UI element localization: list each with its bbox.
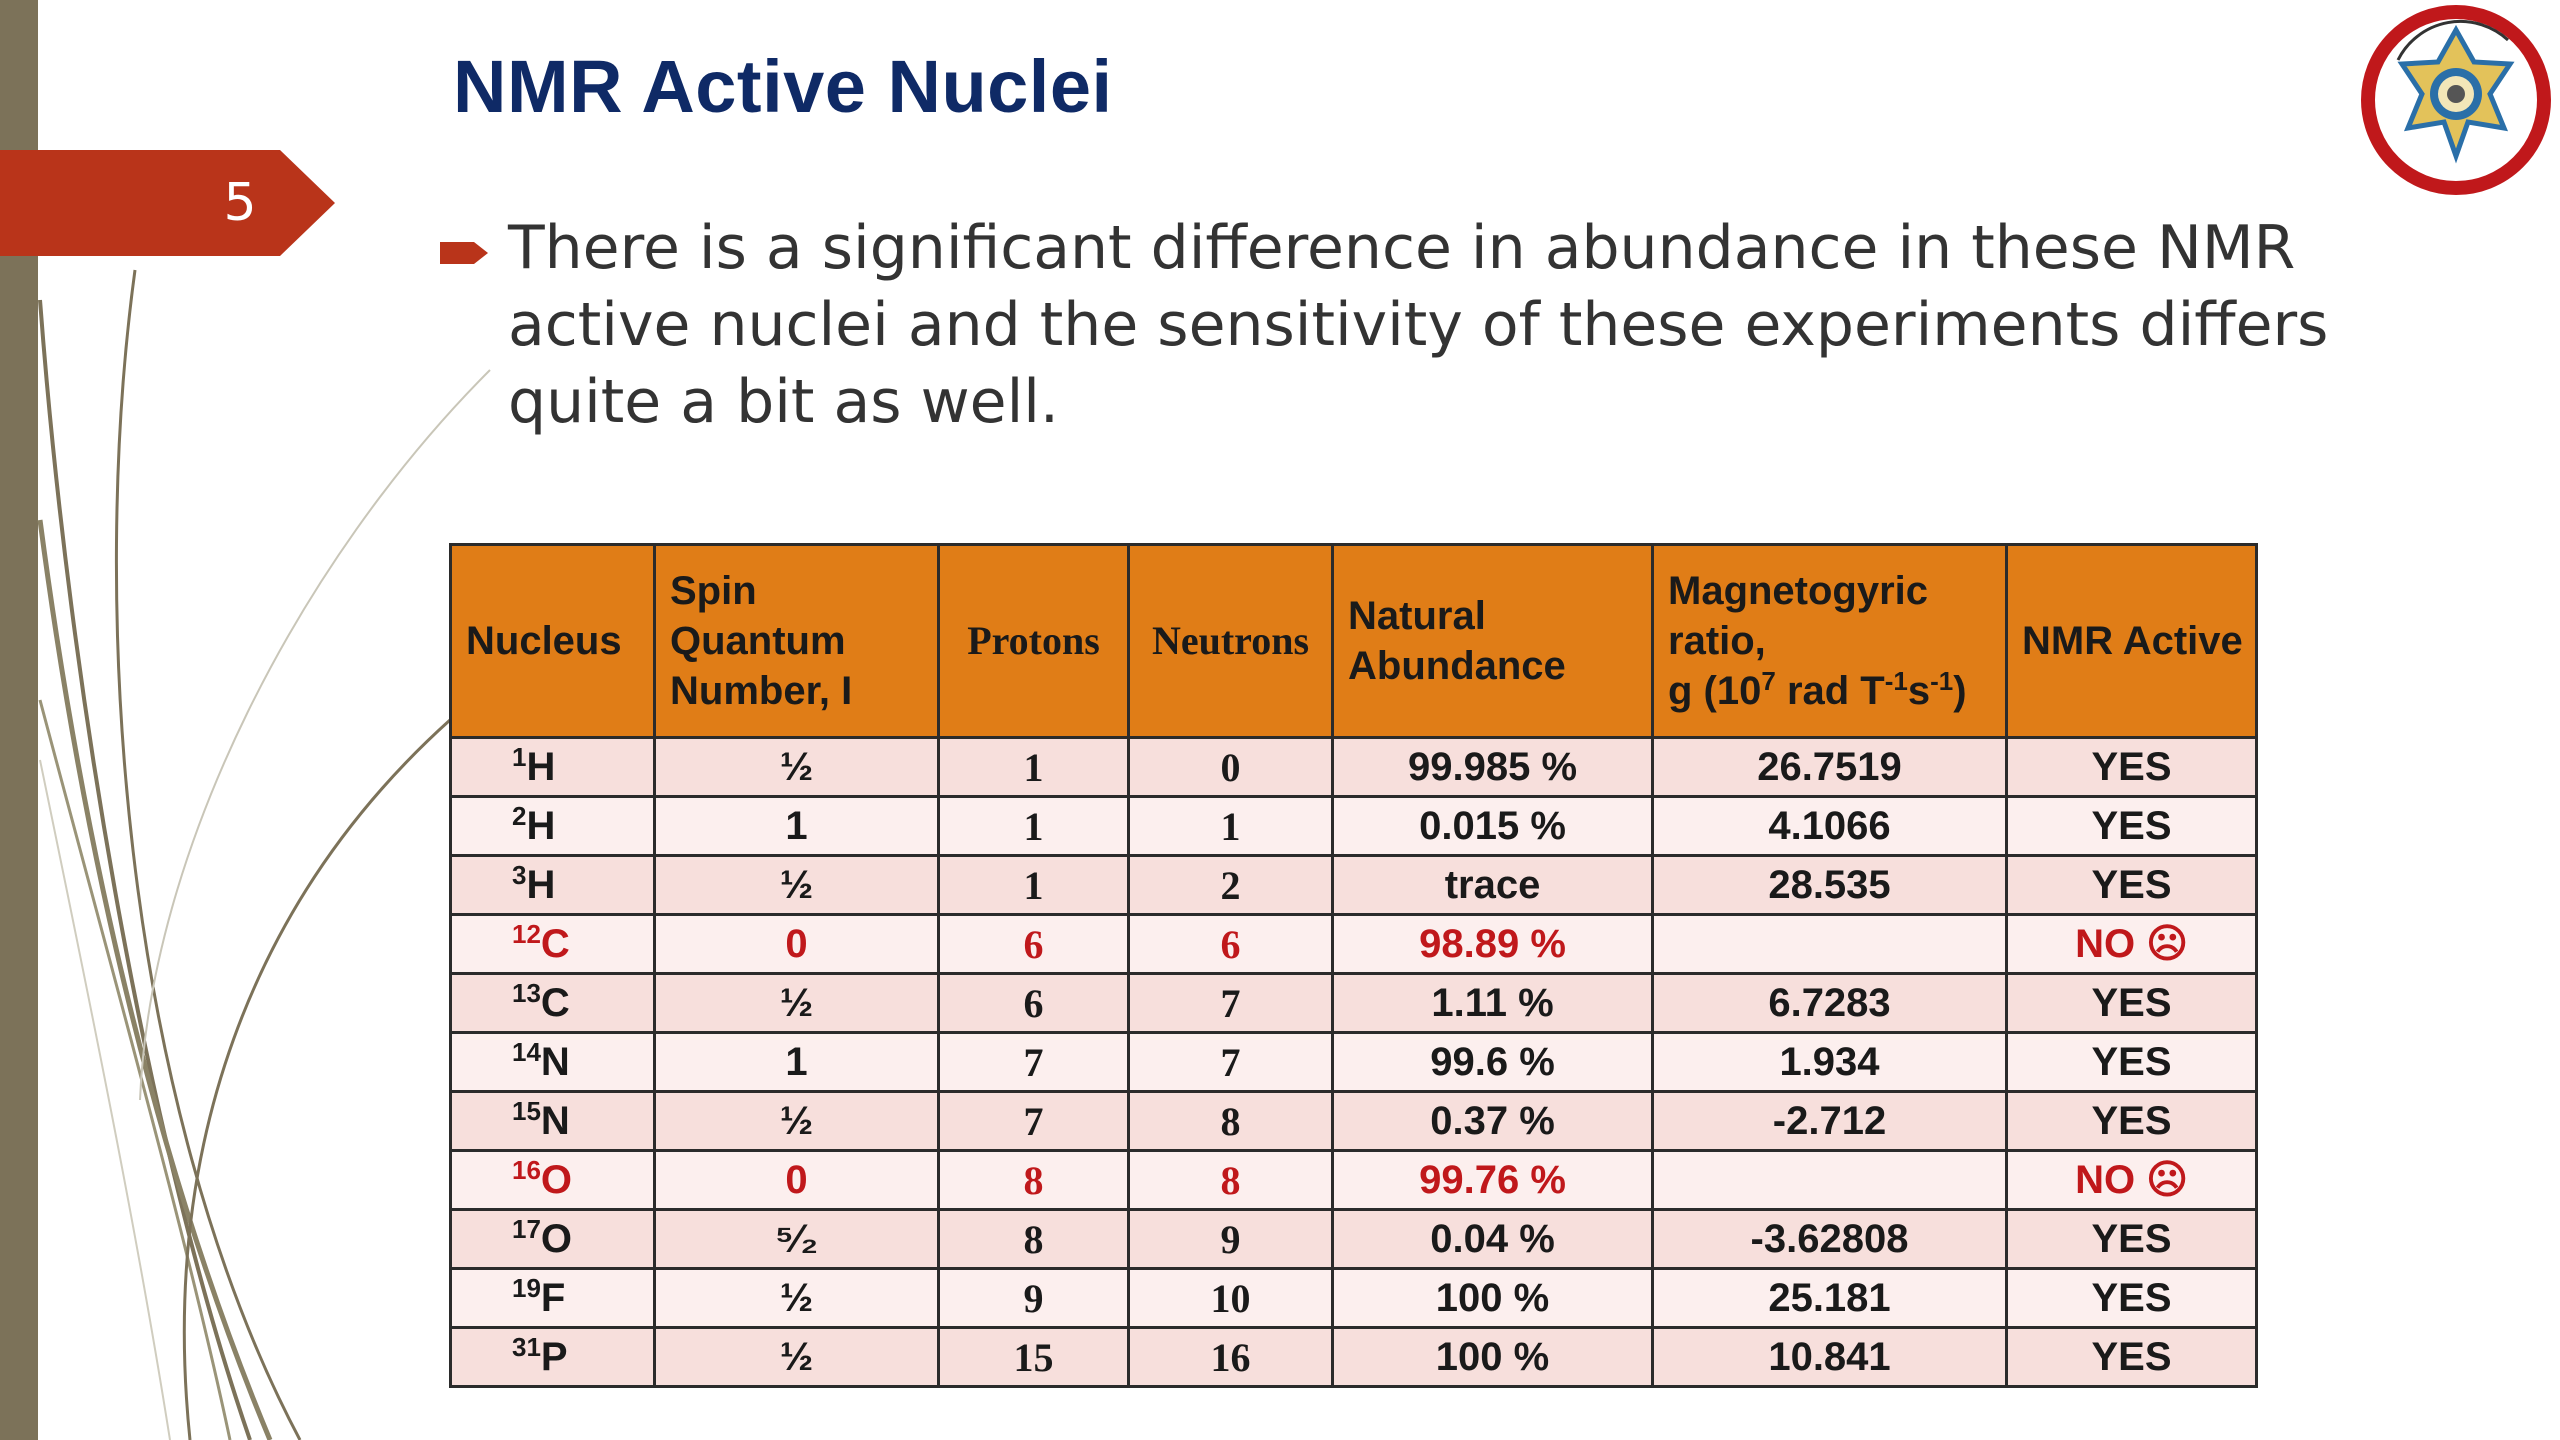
slide-title: NMR Active Nuclei [453,45,1113,128]
header-spin: Spin Quantum Number, I [655,545,939,738]
header-protons: Protons [939,545,1129,738]
cell-nucleus [451,1210,655,1269]
cell-element: H [526,744,556,789]
header-nucleus: Nucleus [451,545,655,738]
cell-abundance: 100 % [1333,1269,1653,1328]
cell-ratio [1653,1151,2007,1210]
cell-mass-number: 12 [512,918,541,949]
cell-neutrons: 16 [1129,1328,1333,1387]
cell-abundance: 1.11 % [1333,974,1653,1033]
cell-nucleus [451,974,655,1033]
cell-element: H [526,862,556,907]
cell-element: P [540,1334,568,1379]
cell-protons: 6 [939,974,1129,1033]
cell-mass-number: 15 [512,1095,541,1126]
cell-neutrons: 1 [1129,797,1333,856]
cell-element: N [540,1098,570,1143]
cell-protons: 1 [939,738,1129,797]
cell-element: H [526,803,556,848]
cell-spin: ½ [655,974,939,1033]
cell-ratio: -3.62808 [1653,1210,2007,1269]
cell-protons: 6 [939,915,1129,974]
cell-nucleus [451,856,655,915]
cell-ratio: 10.841 [1653,1328,2007,1387]
cell-neutrons: 10 [1129,1269,1333,1328]
header-ratio [1653,545,2007,738]
cell-mass-number: 3 [512,859,527,890]
cell-element: O [540,1216,573,1261]
header-ratio-mid: rad T [1775,669,1885,713]
cell-nmr-active: NO ☹ [2007,915,2257,974]
cell-nmr-active: YES [2007,738,2257,797]
cell-mass-number: 17 [512,1213,541,1244]
cell-protons: 8 [939,1210,1129,1269]
table-row [451,1092,2257,1151]
slide-number: 5 [223,173,257,233]
cell-spin: ½ [655,738,939,797]
cell-abundance: 99.76 % [1333,1151,1653,1210]
cell-nucleus [451,1033,655,1092]
cell-nmr-active: YES [2007,1210,2257,1269]
cell-nucleus [451,915,655,974]
cell-mass-number: 1 [512,741,527,772]
cell-nmr-active: YES [2007,974,2257,1033]
cell-protons: 7 [939,1033,1129,1092]
nmr-nuclei-table [449,543,2258,1388]
header-ratio-exp1: 7 [1761,666,1776,696]
table-row [451,1328,2257,1387]
header-ratio-suffix: ) [1953,669,1967,713]
table-row [451,1151,2257,1210]
cell-protons: 9 [939,1269,1129,1328]
bullet-text: There is a significant difference in abundance in these NMR active nuclei and the sensitivity of these experiments differs quite a bit as well. [508,213,2329,437]
cell-nmr-active: NO ☹ [2007,1151,2257,1210]
arrow-bullet-icon [440,238,490,268]
cell-spin: ½ [655,1269,939,1328]
header-ratio-prefix: g (10 [1668,669,1762,713]
header-ratio-exp3: -1 [1930,666,1954,696]
cell-spin: ½ [655,856,939,915]
cell-element: C [540,921,570,966]
cell-neutrons: 8 [1129,1151,1333,1210]
cell-spin: 0 [655,915,939,974]
cell-ratio: 1.934 [1653,1033,2007,1092]
cell-abundance: 0.37 % [1333,1092,1653,1151]
table-row [451,856,2257,915]
cell-neutrons: 2 [1129,856,1333,915]
cell-neutrons: 9 [1129,1210,1333,1269]
cell-ratio: 6.7283 [1653,974,2007,1033]
cell-nmr-active: YES [2007,856,2257,915]
table-row [451,797,2257,856]
cell-abundance: trace [1333,856,1653,915]
slide-number-tab [0,150,335,256]
cell-ratio: -2.712 [1653,1092,2007,1151]
cell-neutrons: 0 [1129,738,1333,797]
cell-abundance: 0.04 % [1333,1210,1653,1269]
cell-nucleus [451,1151,655,1210]
table-row [451,1269,2257,1328]
cell-abundance: 99.6 % [1333,1033,1653,1092]
cell-protons: 15 [939,1328,1129,1387]
cell-ratio: 28.535 [1653,856,2007,915]
cell-spin: 1 [655,797,939,856]
table-header-row [451,545,2257,738]
table-row [451,974,2257,1033]
cell-nmr-active: YES [2007,797,2257,856]
header-active: NMR Active [2007,545,2257,738]
header-ratio-exp2: -1 [1884,666,1908,696]
cell-nucleus [451,1269,655,1328]
cell-abundance: 0.015 % [1333,797,1653,856]
header-ratio-s: s [1907,669,1931,713]
table-row [451,915,2257,974]
cell-mass-number: 2 [512,800,527,831]
cell-nmr-active: YES [2007,1033,2257,1092]
cell-spin: 0 [655,1151,939,1210]
header-neutrons: Neutrons [1129,545,1333,738]
cell-element: C [540,980,570,1025]
table-body [451,738,2257,1387]
cell-spin: ½ [655,1092,939,1151]
cell-ratio [1653,915,2007,974]
cell-mass-number: 19 [512,1272,541,1303]
cell-abundance: 98.89 % [1333,915,1653,974]
header-abundance: Natural Abundance [1333,545,1653,738]
cell-spin: ⁵⁄₂ [655,1210,939,1269]
cell-element: O [540,1157,573,1202]
cell-nucleus [451,1328,655,1387]
cell-spin: 1 [655,1033,939,1092]
cell-element: N [540,1039,570,1084]
cell-nucleus [451,738,655,797]
cell-mass-number: 14 [512,1036,541,1067]
cell-protons: 1 [939,797,1129,856]
table-row [451,738,2257,797]
cell-neutrons: 7 [1129,1033,1333,1092]
cell-nmr-active: YES [2007,1269,2257,1328]
cell-mass-number: 16 [512,1154,541,1185]
cell-neutrons: 8 [1129,1092,1333,1151]
cell-ratio: 4.1066 [1653,797,2007,856]
cell-ratio: 26.7519 [1653,738,2007,797]
cell-nmr-active: YES [2007,1092,2257,1151]
cell-abundance: 100 % [1333,1328,1653,1387]
university-seal-logo [2358,0,2554,196]
table-row [451,1210,2257,1269]
cell-protons: 1 [939,856,1129,915]
cell-nucleus [451,1092,655,1151]
table-row [451,1033,2257,1092]
cell-nmr-active: YES [2007,1328,2257,1387]
cell-element: F [540,1275,566,1320]
cell-mass-number: 13 [512,977,541,1008]
cell-ratio: 25.181 [1653,1269,2007,1328]
cell-neutrons: 7 [1129,974,1333,1033]
cell-protons: 8 [939,1151,1129,1210]
cell-nucleus [451,797,655,856]
cell-neutrons: 6 [1129,915,1333,974]
cell-spin: ½ [655,1328,939,1387]
header-ratio-line1: Magnetogyric ratio, [1668,569,1929,663]
cell-protons: 7 [939,1092,1129,1151]
cell-mass-number: 31 [512,1331,541,1362]
cell-abundance: 99.985 % [1333,738,1653,797]
